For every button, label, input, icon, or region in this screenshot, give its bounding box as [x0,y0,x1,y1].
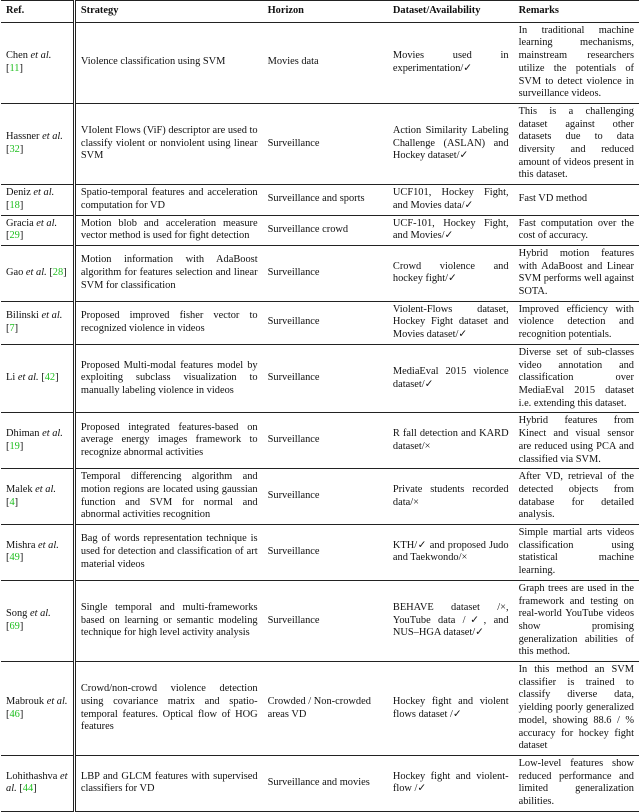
ref-author: Bilinski [6,310,39,322]
strategy-cell: Proposed integrated features-based on average energy images framework to recognize abnormal activities [74,413,262,469]
citation-link[interactable]: 18 [9,199,20,211]
horizon-cell: Surveillance and movies [267,777,370,789]
ref-cell: Hassner et al. [32] [1,103,74,184]
citation-link[interactable]: 69 [9,620,20,632]
ref-author: Mabrouk [6,695,45,707]
header-remarks: Remarks [514,1,639,23]
ref-author: Li [6,372,16,384]
ref-etal: et al. [17,372,39,384]
header-horizon: Horizon [263,1,388,23]
horizon-cell: Movies data [263,22,388,103]
dataset-cell: Hockey fight and violent-flow /✓ [392,770,509,795]
citation-link[interactable]: 28 [52,267,64,278]
dataset-cell: Hockey fight and violent flows dataset /✓ [388,662,514,756]
dataset-cell: KTH/✓ and proposed Judo and Taekwondo/× [388,525,514,581]
horizon-cell: Crowded / Non-crowded areas VD [263,662,388,756]
table-row [1,469,639,525]
ref-author: Song [6,608,28,620]
header-row [1,1,639,23]
table-row [1,245,639,301]
ref-cell: Song et al. [69] [1,580,74,661]
remarks-cell: Fast computation over the cost of accuracy. [514,215,639,245]
ref-etal: et al. [30,50,52,62]
ref-author: Deniz [6,187,31,199]
header-strategy: Strategy [74,1,262,23]
remarks-cell: Simple martial arts videos classification using statistical machine learning. [514,525,639,581]
ref-author: Malek [6,483,33,495]
citation-link[interactable]: 29 [9,230,20,242]
ref-cell: Gracia et al. [29] [1,215,74,245]
table-row [1,344,639,413]
ref-author: Chen [6,50,28,62]
horizon-cell: Surveillance crowd [263,215,388,245]
ref-author: Mishra [6,539,36,551]
table-row [1,103,639,184]
ref-cell: Mishra et al. [49] [1,525,74,581]
header-dataset: Dataset/Availability [388,1,514,23]
table-row [1,301,639,344]
ref-cell: Gao et al. [28] [1,245,74,301]
ref-cell: Malek et al. [4] [1,469,74,525]
ref-author: Gao [6,267,24,278]
ref-etal: et al. [36,217,58,229]
horizon-cell: Surveillance [263,103,388,184]
ref-etal: et al. [38,539,59,551]
citation-link[interactable]: 7 [9,322,15,334]
table-row [1,662,639,756]
remarks-cell: Improved efficiency with violence detection and recognition potentials. [514,301,639,344]
remarks-cell: This is a challenging dataset against other datasets due to data diversity and reduced amount of videos present in this dataset. [514,103,639,184]
table-row [1,22,639,103]
horizon-cell: Surveillance and sports [263,185,388,215]
ref-etal: et al. [42,131,63,143]
remarks-cell: In this method an SVM classifier is trained to classify diverse data, yielding poorly generalized model, showing 88.6 / % accuracy for hockey fight dataset [514,662,639,756]
strategy-cell: Proposed Multi-modal features model by exploiting subclass visualization to manually labeling violence in videos [74,344,262,413]
dataset-cell: Action Similarity Labeling Challenge (ASLAN) and Hockey dataset/✓ [388,103,514,184]
strategy-cell: Temporal differencing algorithm and motion regions are located using gaussian function and SVM for normal and abnormal activities recognition [74,469,262,525]
strategy-cell: Motion blob and acceleration measure vector method is used for fight detection [74,215,262,245]
horizon-cell: Surveillance [263,344,388,413]
citation-link[interactable]: 44 [22,783,34,795]
ref-cell: Li et al. [42] [1,344,74,413]
citation-link[interactable]: 19 [9,440,20,452]
ref-cell: Dhiman et al. [19] [1,413,74,469]
remarks-cell: Hybrid features from Kinect and visual sensor are reduced using PCA and classified via SVM. [514,413,639,469]
horizon-cell: Surveillance [263,301,388,344]
table-row [1,755,639,811]
ref-cell: Mabrouk et al. [46] [1,662,74,756]
dataset-cell: BEHAVE dataset /×, YouTube data /✓, and NUS–HGA dataset/✓ [388,580,514,661]
table-row [1,185,639,215]
ref-author: Dhiman [6,428,40,440]
table-row [1,525,639,581]
ref-etal: et al. [29,608,51,620]
horizon-cell: Surveillance [263,245,388,301]
dataset-cell: Violent-Flows dataset, Hockey Fight dataset and Movies dataset/✓ [388,301,514,344]
remarks-cell: After VD, retrieval of the detected objects from database for detailed analysis. [514,469,639,525]
ref-cell: Bilinski et al. [7] [1,301,74,344]
remarks-cell: Low-level features show reduced performance and limited generalization abilities. [518,757,634,808]
table-row [1,580,639,661]
strategy-cell: Bag of words representation technique is used for detection and classification of art material videos [74,525,262,581]
citation-link[interactable]: 49 [9,552,20,564]
strategy-cell: Motion information with AdaBoost algorithm for features selection and linear SVM for classification [74,245,262,301]
remarks-cell: Graph trees are used in the framework and testing on real-world YouTube videos show promising generalization abilities of this method. [514,580,639,661]
strategy-cell: LBP and GLCM features with supervised classifiers for VD [80,770,258,795]
dataset-cell: Private students recorded data/× [388,469,514,525]
ref-etal: et al. [6,770,68,795]
ref-etal: et al. [46,695,68,707]
remarks-cell: In traditional machine learning mechanisms, mainstream researchers utilize the potentials of SVM to detect violence in surveillance videos. [514,22,639,103]
remarks-cell: Hybrid motion features with AdaBoost and Linear SVM performs well against SOTA. [514,245,639,301]
citation-link[interactable]: 11 [9,62,20,74]
strategy-cell: Crowd/non-crowd violence detection using covariance matrix and spatio-temporal features. Optical flow of HOG features [74,662,262,756]
dataset-cell: R fall detection and KARD dataset/× [388,413,514,469]
ref-etal: et al. [41,310,63,322]
strategy-cell: Spatio-temporal features and acceleration computation for VD [74,185,262,215]
ref-etal: et al. [35,483,56,495]
dataset-cell: Crowd violence and hockey fight/✓ [388,245,514,301]
dataset-cell: Movies used in experimentation/✓ [388,22,514,103]
header-ref: Ref. [1,1,74,23]
citation-link[interactable]: 32 [9,144,20,156]
ref-author: Lohithashva [6,770,58,782]
strategy-cell: Single temporal and multi-frameworks based on learning or semantic modeling technique for high level activity analysis [74,580,262,661]
table-row [1,413,639,469]
remarks-cell: Fast VD method [514,185,639,215]
horizon-cell: Surveillance [263,413,388,469]
ref-etal: et al. [33,187,55,199]
remarks-cell: Diverse set of sub-classes video annotation and classification over MediaEval 2015 dataset i.e. extending this dataset. [514,344,639,413]
ref-cell: Lohithashva et al. [44] [1,755,74,811]
dataset-cell: UCF101, Hockey Fight, and Movies data/✓ [388,185,514,215]
citation-link[interactable]: 4 [9,496,15,508]
strategy-cell: Violence classification using SVM [74,22,262,103]
dataset-cell: MediaEval 2015 violence dataset/✓ [388,344,514,413]
horizon-cell: Surveillance [263,525,388,581]
ref-author: Gracia [6,217,34,229]
ref-etal: et al. [42,428,63,440]
ref-cell: Deniz et al. [18] [1,185,74,215]
ref-cell: Chen et al. [11] [1,22,74,103]
strategy-cell: VIolent Flows (ViF) descriptor are used to classify violent or nonviolent using linear SVM [74,103,262,184]
horizon-cell: Surveillance [263,469,388,525]
ref-author: Hassner [6,131,40,143]
dataset-cell: UCF-101, Hockey Fight, and Movies/✓ [388,215,514,245]
comparison-table [1,0,639,812]
table-row [1,215,639,245]
strategy-cell: Proposed improved fisher vector to recognized violence in videos [74,301,262,344]
citation-link[interactable]: 42 [44,372,56,384]
citation-link[interactable]: 46 [9,708,20,720]
ref-etal: et al. [25,267,47,278]
horizon-cell: Surveillance [263,580,388,661]
